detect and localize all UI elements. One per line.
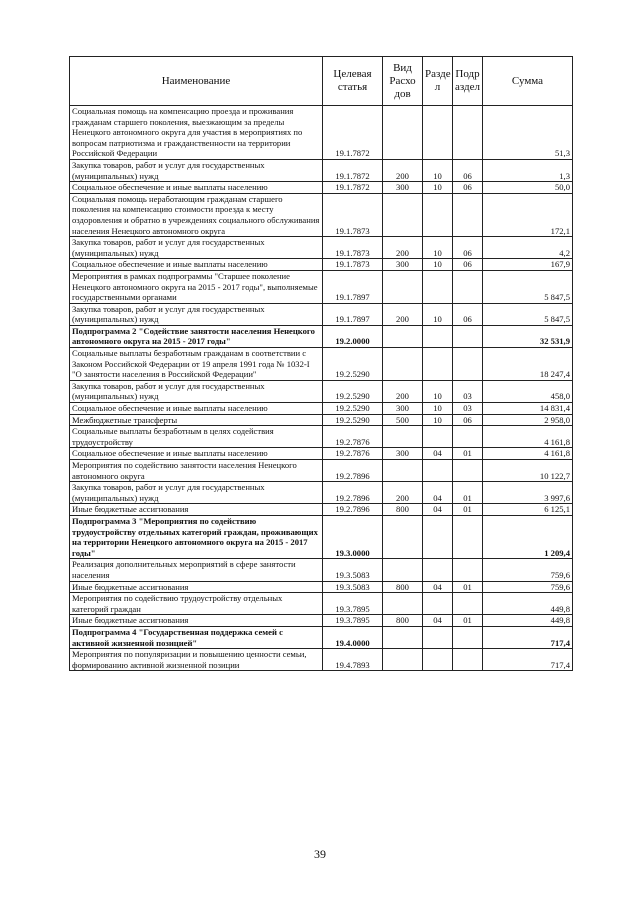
cell-sum: 3 997,6: [483, 482, 573, 504]
cell-target: 19.2.5290: [323, 348, 383, 381]
table-row: [70, 270, 573, 303]
cell-section: 10: [423, 182, 453, 194]
cell-target: 19.2.5290: [323, 380, 383, 402]
cell-target: 19.2.7876: [323, 426, 383, 448]
cell-section: [423, 348, 453, 381]
cell-section: 04: [423, 504, 453, 516]
cell-section: [423, 325, 453, 347]
cell-target: 19.3.7895: [323, 593, 383, 615]
cell-sum: 449,8: [483, 593, 573, 615]
cell-sum: 4 161,8: [483, 448, 573, 460]
cell-kind: 200: [383, 380, 423, 402]
cell-name: Закупка товаров, работ и услуг для государственных (муниципальных) нужд: [70, 482, 323, 504]
page-number: 39: [314, 847, 326, 861]
cell-kind: 800: [383, 615, 423, 627]
cell-subsection: 01: [453, 482, 483, 504]
cell-sum: 717,4: [483, 626, 573, 648]
cell-kind: [383, 515, 423, 558]
cell-target: 19.2.7876: [323, 448, 383, 460]
cell-section: 10: [423, 259, 453, 271]
cell-target: 19.1.7872: [323, 106, 383, 160]
table-row: [70, 414, 573, 426]
table-row: [70, 403, 573, 415]
cell-target: 19.1.7897: [323, 270, 383, 303]
cell-target: 19.2.7896: [323, 504, 383, 516]
cell-subsection: 06: [453, 182, 483, 194]
cell-subsection: 01: [453, 504, 483, 516]
header-section: Разде л: [423, 57, 453, 106]
cell-subsection: [453, 348, 483, 381]
cell-subsection: [453, 426, 483, 448]
table-row: [70, 460, 573, 482]
subprogram-row: [70, 515, 573, 558]
table-row: [70, 182, 573, 194]
cell-kind: [383, 649, 423, 671]
cell-target: 19.3.5083: [323, 581, 383, 593]
cell-target: 19.1.7872: [323, 159, 383, 181]
cell-section: 10: [423, 303, 453, 325]
cell-section: 10: [423, 237, 453, 259]
cell-target: 19.2.0000: [323, 325, 383, 347]
cell-subsection: [453, 460, 483, 482]
cell-target: 19.3.5083: [323, 559, 383, 581]
cell-name: Закупка товаров, работ и услуг для государственных (муниципальных) нужд: [70, 303, 323, 325]
cell-sum: 50,0: [483, 182, 573, 194]
table-row: [70, 649, 573, 671]
table-row: [70, 559, 573, 581]
cell-name: Социальное обеспечение и иные выплаты населению: [70, 182, 323, 194]
cell-sum: 51,3: [483, 106, 573, 160]
cell-section: [423, 426, 453, 448]
cell-kind: 200: [383, 303, 423, 325]
cell-target: 19.2.7896: [323, 460, 383, 482]
cell-section: 04: [423, 482, 453, 504]
cell-section: 04: [423, 581, 453, 593]
cell-sum: 4 161,8: [483, 426, 573, 448]
cell-sum: 2 958,0: [483, 414, 573, 426]
cell-section: 10: [423, 159, 453, 181]
cell-sum: 759,6: [483, 559, 573, 581]
cell-target: 19.4.7893: [323, 649, 383, 671]
cell-kind: [383, 106, 423, 160]
cell-kind: [383, 426, 423, 448]
cell-target: 19.1.7872: [323, 182, 383, 194]
cell-section: 04: [423, 615, 453, 627]
cell-sum: 759,6: [483, 581, 573, 593]
cell-subsection: 01: [453, 448, 483, 460]
cell-kind: [383, 593, 423, 615]
cell-target: 19.2.5290: [323, 414, 383, 426]
table-row: [70, 615, 573, 627]
header-kind: Вид Расхо дов: [383, 57, 423, 106]
cell-subsection: [453, 649, 483, 671]
cell-section: [423, 593, 453, 615]
cell-subsection: [453, 593, 483, 615]
cell-kind: 300: [383, 448, 423, 460]
cell-subsection: 01: [453, 581, 483, 593]
cell-sum: 14 831,4: [483, 403, 573, 415]
cell-target: 19.1.7873: [323, 193, 383, 236]
subprogram-row: [70, 325, 573, 347]
cell-name: Закупка товаров, работ и услуг для государственных (муниципальных) нужд: [70, 380, 323, 402]
cell-section: 04: [423, 448, 453, 460]
cell-sum: 167,9: [483, 259, 573, 271]
cell-name: Иные бюджетные ассигнования: [70, 504, 323, 516]
cell-name: Мероприятия по популяризации и повышению ценности семьи, формированию активной жизненной позиции: [70, 649, 323, 671]
cell-section: [423, 515, 453, 558]
header-row: [70, 57, 573, 106]
cell-kind: [383, 193, 423, 236]
cell-sum: 5 847,5: [483, 303, 573, 325]
budget-table: [69, 56, 573, 671]
cell-sum: 449,8: [483, 615, 573, 627]
cell-name: Подпрограмма 2 "Содействие занятости населения Ненецкого автономного округа на 2015 - 2017 годы": [70, 325, 323, 347]
cell-kind: 500: [383, 414, 423, 426]
cell-section: [423, 649, 453, 671]
table-row: [70, 259, 573, 271]
cell-name: Мероприятия в рамках подпрограммы "Старшее поколение Ненецкого автономного округа на 2015 - 2017 годы", выполняемые государственными органами: [70, 270, 323, 303]
cell-kind: [383, 270, 423, 303]
cell-subsection: 06: [453, 159, 483, 181]
cell-name: Социальное обеспечение и иные выплаты населению: [70, 403, 323, 415]
cell-sum: 1 209,4: [483, 515, 573, 558]
cell-name: Межбюджетные трансферты: [70, 414, 323, 426]
cell-subsection: 03: [453, 380, 483, 402]
header-name: Наименование: [70, 57, 323, 106]
table-row: [70, 348, 573, 381]
table-row: [70, 482, 573, 504]
table-row: [70, 504, 573, 516]
cell-kind: 300: [383, 182, 423, 194]
cell-sum: 10 122,7: [483, 460, 573, 482]
cell-name: Социальная помощь неработающим гражданам старшего поколения на компенсацию стоимости проезда к месту оздоровления и обратно в учреждениях социального обслуживания населения Ненецкого автономного округа: [70, 193, 323, 236]
cell-kind: 800: [383, 581, 423, 593]
cell-name: Социальное обеспечение и иные выплаты населению: [70, 259, 323, 271]
table-row: [70, 106, 573, 160]
cell-subsection: [453, 325, 483, 347]
cell-kind: [383, 460, 423, 482]
cell-sum: 5 847,5: [483, 270, 573, 303]
cell-sum: 32 531,9: [483, 325, 573, 347]
cell-sum: 717,4: [483, 649, 573, 671]
table-body: [70, 106, 573, 671]
cell-kind: 200: [383, 482, 423, 504]
cell-name: Иные бюджетные ассигнования: [70, 581, 323, 593]
cell-kind: 800: [383, 504, 423, 516]
cell-name: Социальная помощь на компенсацию проезда и проживания гражданам старшего поколения, выезжающим за пределы Ненецкого автономного округа для участия в мероприятиях по вопросам патриотизма и гражданственности на территории Российской Федерации: [70, 106, 323, 160]
cell-kind: [383, 325, 423, 347]
cell-name: Закупка товаров, работ и услуг для государственных (муниципальных) нужд: [70, 159, 323, 181]
table-row: [70, 159, 573, 181]
table-row: [70, 581, 573, 593]
header-subsection: Подр аздел: [453, 57, 483, 106]
cell-target: 19.3.0000: [323, 515, 383, 558]
cell-section: 10: [423, 403, 453, 415]
cell-sum: 4,2: [483, 237, 573, 259]
cell-name: Подпрограмма 3 "Мероприятия по содействию трудоустройству отдельных категорий граждан, проживающих на территории Ненецкого автономного округа на 2015 - 2017 годы": [70, 515, 323, 558]
cell-subsection: 06: [453, 303, 483, 325]
cell-kind: [383, 626, 423, 648]
cell-kind: [383, 559, 423, 581]
cell-section: 10: [423, 414, 453, 426]
cell-subsection: [453, 270, 483, 303]
cell-subsection: 01: [453, 615, 483, 627]
cell-sum: 18 247,4: [483, 348, 573, 381]
cell-target: 19.1.7897: [323, 303, 383, 325]
subprogram-row: [70, 626, 573, 648]
cell-name: Социальное обеспечение и иные выплаты населению: [70, 448, 323, 460]
cell-target: 19.2.7896: [323, 482, 383, 504]
table-row: [70, 237, 573, 259]
cell-sum: 1,3: [483, 159, 573, 181]
cell-sum: 172,1: [483, 193, 573, 236]
cell-name: Мероприятия по содействию занятости населения Ненецкого автономного округа: [70, 460, 323, 482]
table-row: [70, 426, 573, 448]
header-target: Целевая статья: [323, 57, 383, 106]
cell-section: [423, 270, 453, 303]
cell-target: 19.2.5290: [323, 403, 383, 415]
cell-target: 19.1.7873: [323, 237, 383, 259]
cell-subsection: [453, 515, 483, 558]
cell-sum: 6 125,1: [483, 504, 573, 516]
cell-section: [423, 193, 453, 236]
cell-subsection: [453, 559, 483, 581]
table-row: [70, 380, 573, 402]
cell-subsection: 06: [453, 414, 483, 426]
cell-kind: 300: [383, 403, 423, 415]
cell-target: 19.4.0000: [323, 626, 383, 648]
cell-kind: [383, 348, 423, 381]
cell-kind: 200: [383, 159, 423, 181]
cell-kind: 200: [383, 237, 423, 259]
cell-target: 19.3.7895: [323, 615, 383, 627]
cell-subsection: 06: [453, 237, 483, 259]
cell-target: 19.1.7873: [323, 259, 383, 271]
cell-name: Мероприятия по содействию трудоустройству отдельных категорий граждан: [70, 593, 323, 615]
cell-subsection: [453, 106, 483, 160]
table-row: [70, 303, 573, 325]
cell-subsection: 06: [453, 259, 483, 271]
cell-name: Реализация дополнительных мероприятий в сфере занятости населения: [70, 559, 323, 581]
header-sum: Сумма: [483, 57, 573, 106]
cell-subsection: [453, 193, 483, 236]
table-row: [70, 193, 573, 236]
cell-kind: 300: [383, 259, 423, 271]
cell-subsection: [453, 626, 483, 648]
cell-name: Иные бюджетные ассигнования: [70, 615, 323, 627]
table-row: [70, 448, 573, 460]
cell-name: Закупка товаров, работ и услуг для государственных (муниципальных) нужд: [70, 237, 323, 259]
cell-name: Социальные выплаты безработным гражданам в соответствии с Законом Российской Федерации от 19 апреля 1991 года № 1032-I "О занятости населения в Российской Федерации": [70, 348, 323, 381]
cell-name: Подпрограмма 4 "Государственная поддержка семей с активной жизненной позицией": [70, 626, 323, 648]
cell-subsection: 03: [453, 403, 483, 415]
table-row: [70, 593, 573, 615]
cell-section: [423, 460, 453, 482]
cell-section: 10: [423, 380, 453, 402]
cell-name: Социальные выплаты безработным в целях содействия трудоустройству: [70, 426, 323, 448]
cell-section: [423, 559, 453, 581]
cell-section: [423, 106, 453, 160]
cell-section: [423, 626, 453, 648]
cell-sum: 458,0: [483, 380, 573, 402]
